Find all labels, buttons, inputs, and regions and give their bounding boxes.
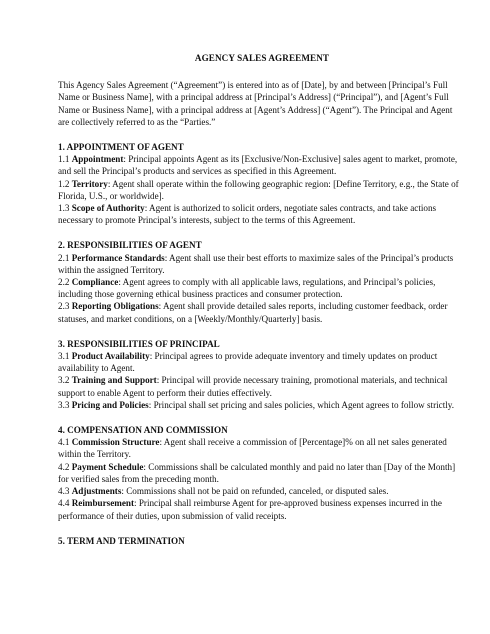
clause-4-1 xyxy=(58,436,460,460)
clause-term: Performance Standards xyxy=(71,252,165,263)
clause-text: : Agent agrees to comply with all applicable laws, regulations, and Principal’s policies, including those governing ethical business practices and consumer protection. xyxy=(58,277,436,300)
clause-1-2 xyxy=(58,178,460,202)
clause-number: 2.1 xyxy=(58,252,70,263)
clause-term: Pricing and Policies xyxy=(71,399,149,410)
section-heading: 1. APPOINTMENT OF AGENT xyxy=(58,142,184,153)
clause-text: : Agent shall use their best efforts to maximize sales of the Principal’s products within the assigned Territory. xyxy=(58,252,454,275)
clause-2-1 xyxy=(58,252,460,276)
clause-3-3 xyxy=(58,399,460,411)
clause-text: : Agent shall provide detailed sales reports, including customer feedback, order statuses, and market conditions, on a [Weekly/Monthly/Quarterly] basis. xyxy=(58,301,448,324)
section-5 xyxy=(58,535,460,547)
section-heading: 2. RESPONSIBILITIES OF AGENT xyxy=(58,240,202,251)
clause-text: : Commissions shall not be paid on refunded, canceled, or disputed sales. xyxy=(121,486,389,497)
section-2 xyxy=(58,239,460,324)
clause-2-3 xyxy=(58,300,460,324)
clause-term: Appointment xyxy=(71,154,124,165)
clause-1-1 xyxy=(58,153,460,177)
clause-number: 1.1 xyxy=(58,154,70,165)
clause-term: Product Availability xyxy=(71,351,150,362)
clause-text: : Agent is authorized to solicit orders, negotiate sales contracts, and take actions necessary to promote Principal’s interests, subject to the terms of this Agreement. xyxy=(58,203,437,226)
clause-4-4 xyxy=(58,497,460,521)
clause-text: : Principal shall set pricing and sales policies, which Agent agrees to follow strictly. xyxy=(148,399,455,410)
clause-text: : Agent shall operate within the following geographic region: [Define Territory, e.g., the State of Florida, U.S., or worldwide]. xyxy=(58,178,459,201)
clause-3-1 xyxy=(58,350,460,374)
clause-number: 4.3 xyxy=(58,486,70,497)
clause-1-3 xyxy=(58,202,460,226)
clause-text: : Principal will provide necessary training, promotional materials, and technical support to enable Agent to perform their duties effectively. xyxy=(58,375,448,398)
intro-paragraph: This Agency Sales Agreement (“Agreement”) is entered into as of [Date], by and between [Principal’s Full Name or Business Name], with a principal address at [Principal’s Address] (“Principal”), and [Agent’s Full Name or Business Name], with a principal address at [Agent’s Address] (“Agent”). The Principal and Agent are collectively referred to as the “Parties.” xyxy=(58,80,453,127)
clause-number: 4.1 xyxy=(58,437,70,448)
clause-term: Commission Structure xyxy=(71,437,160,448)
clause-4-2 xyxy=(58,461,460,485)
clause-term: Scope of Authority xyxy=(71,203,145,214)
clause-number: 3.2 xyxy=(58,375,70,386)
clause-number: 4.4 xyxy=(58,498,70,509)
clause-number: 2.2 xyxy=(58,277,70,288)
clause-text: : Agent shall receive a commission of [Percentage]% on all net sales generated within the Territory. xyxy=(58,437,447,460)
sections-container xyxy=(58,141,460,547)
clause-term: Compliance xyxy=(71,277,119,288)
clause-number: 4.2 xyxy=(58,461,70,472)
section-1 xyxy=(58,141,460,226)
clause-term: Reimbursement xyxy=(71,498,135,509)
section-4 xyxy=(58,424,460,522)
clause-number: 2.3 xyxy=(58,301,70,312)
section-heading: 4. COMPENSATION AND COMMISSION xyxy=(58,425,228,436)
clause-number: 1.3 xyxy=(58,203,70,214)
document-title: AGENCY SALES AGREEMENT xyxy=(194,53,330,63)
clause-3-2 xyxy=(58,374,460,398)
clause-number: 1.2 xyxy=(58,178,70,189)
clause-2-2 xyxy=(58,276,460,300)
section-3 xyxy=(58,338,460,411)
clause-text: : Principal shall reimburse Agent for pre-approved business expenses incurred in the performance of their duties, upon submission of valid receipts. xyxy=(58,498,442,521)
clause-text: : Principal appoints Agent as its [Exclusive/Non-Exclusive] sales agent to market, promote, and sell the Principal’s products and services as specified in this Agreement. xyxy=(58,154,458,177)
clause-number: 3.3 xyxy=(58,399,70,410)
clause-4-3 xyxy=(58,485,460,497)
clause-text: : Commissions shall be calculated monthly and paid no later than [Day of the Month] for verified sales from the preceding month. xyxy=(58,461,456,484)
section-heading: 5. TERM AND TERMINATION xyxy=(58,535,185,546)
section-heading: 3. RESPONSIBILITIES OF PRINCIPAL xyxy=(58,338,220,349)
clause-term: Reporting Obligations xyxy=(71,301,159,312)
clause-term: Training and Support xyxy=(71,375,157,386)
clause-number: 3.1 xyxy=(58,351,70,362)
clause-term: Territory xyxy=(71,178,108,189)
clause-term: Payment Schedule xyxy=(71,461,144,472)
clause-term: Adjustments xyxy=(71,486,122,497)
clause-text: : Principal agrees to provide adequate inventory and timely updates on product availability to Agent. xyxy=(58,351,438,374)
